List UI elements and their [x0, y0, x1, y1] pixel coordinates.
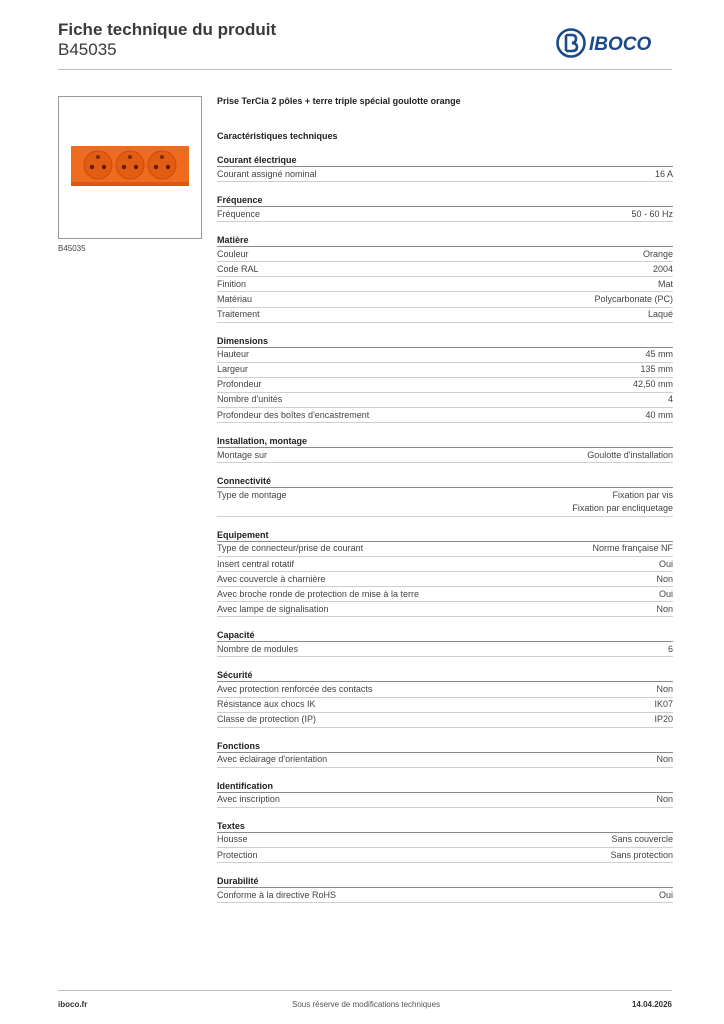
product-image	[58, 96, 202, 239]
page-title: Fiche technique du produit	[58, 20, 277, 39]
socket-image-icon	[71, 146, 189, 186]
spec-title: Caractéristiques techniques	[217, 131, 338, 141]
section-heading: Installation, montage	[217, 435, 673, 448]
spec-label: Finition	[217, 278, 247, 289]
spec-value: Polycarbonate (PC)	[594, 293, 673, 304]
spec-section	[217, 629, 673, 657]
iboco-logo	[556, 28, 672, 58]
spec-label: Nombre de modules	[217, 643, 299, 654]
spec-label: Largeur	[217, 364, 249, 375]
spec-label: Courant assigné nominal	[217, 168, 317, 179]
spec-label: Type de connecteur/prise de courant	[217, 543, 364, 554]
spec-label: Avec broche ronde de protection de mise à la terre	[217, 588, 419, 599]
spec-label: Couleur	[217, 248, 249, 259]
spec-row	[217, 167, 673, 182]
section-heading: Fréquence	[217, 194, 673, 207]
spec-value: 42,50 mm	[632, 379, 673, 390]
spec-row	[217, 557, 673, 572]
spec-row	[217, 587, 673, 602]
footer-note: Sous réserve de modifications techniques	[292, 1000, 441, 1009]
spec-label: Conforme à la directive RoHS	[217, 889, 337, 900]
spec-value: Non	[656, 573, 673, 584]
page-header	[58, 20, 672, 70]
spec-row	[217, 642, 673, 657]
spec-value: Mat	[657, 278, 673, 289]
spec-row	[217, 448, 673, 463]
section-heading: Sécurité	[217, 669, 673, 682]
spec-value: Non	[656, 603, 673, 614]
spec-label: Insert central rotatif	[217, 558, 295, 569]
spec-label: Traitement	[217, 309, 260, 320]
iboco-logo-icon	[556, 28, 672, 58]
spec-value: Sans protection	[610, 849, 673, 860]
spec-value: 16 A	[654, 168, 673, 179]
socket-3	[148, 151, 176, 179]
spec-section	[217, 194, 673, 222]
spec-row	[217, 602, 673, 617]
spec-label: Nombre d'unités	[217, 394, 283, 405]
spec-value: Non	[656, 794, 673, 805]
spec-value: 135 mm	[640, 364, 673, 375]
spec-row	[217, 793, 673, 808]
spec-label: Profondeur	[217, 379, 262, 390]
spec-value: Non	[656, 754, 673, 765]
brand-text: IBOCO	[589, 34, 652, 55]
spec-value: 40 mm	[645, 409, 673, 420]
spec-section	[217, 875, 673, 903]
spec-label: Avec éclairage d'orientation	[217, 754, 328, 765]
spec-value: 6	[667, 643, 673, 654]
page-footer	[58, 990, 672, 1014]
spec-value: Orange	[642, 248, 673, 259]
spec-value: Sans couvercle	[611, 834, 673, 845]
spec-row	[217, 247, 673, 262]
spec-label: Montage sur	[217, 449, 268, 460]
spec-label: Fréquence	[217, 208, 261, 219]
spec-row	[217, 292, 673, 307]
spec-section	[217, 234, 673, 322]
spec-section	[217, 475, 673, 517]
spec-row	[217, 888, 673, 903]
section-heading: Courant électrique	[217, 154, 673, 167]
spec-section	[217, 335, 673, 423]
spec-sections	[217, 154, 673, 903]
socket-2	[116, 151, 144, 179]
spec-label: Hauteur	[217, 349, 250, 360]
spec-label: Résistance aux chocs IK	[217, 699, 316, 710]
section-heading: Connectivité	[217, 475, 673, 488]
spec-row	[217, 378, 673, 393]
socket-1	[84, 151, 112, 179]
spec-row	[217, 753, 673, 768]
image-caption: B45035	[58, 244, 86, 253]
spec-value: 50 - 60 Hz	[631, 208, 673, 219]
section-heading: Identification	[217, 780, 673, 793]
spec-label: Profondeur des boîtes d'encastrement	[217, 409, 370, 420]
spec-row	[217, 698, 673, 713]
spec-section	[217, 820, 673, 863]
spec-value: Fixation par vis Fixation par encliquetage	[572, 489, 673, 514]
spec-value: Norme française NF	[592, 543, 673, 554]
spec-section	[217, 740, 673, 768]
section-heading: Durabilité	[217, 875, 673, 888]
spec-value: IK07	[654, 699, 673, 710]
spec-row	[217, 277, 673, 292]
section-heading: Equipement	[217, 529, 673, 542]
spec-row	[217, 363, 673, 378]
spec-row	[217, 348, 673, 363]
spec-sheet	[217, 95, 673, 903]
spec-row	[217, 408, 673, 423]
spec-label: Protection	[217, 849, 258, 860]
spec-section	[217, 154, 673, 182]
spec-row	[217, 572, 673, 587]
spec-section	[217, 529, 673, 617]
spec-row	[217, 833, 673, 848]
spec-label: Matériau	[217, 293, 253, 304]
section-heading: Dimensions	[217, 335, 673, 348]
spec-value: Goulotte d'installation	[587, 449, 673, 460]
section-heading: Fonctions	[217, 740, 673, 753]
spec-label: Avec lampe de signalisation	[217, 603, 329, 614]
spec-section	[217, 435, 673, 463]
spec-label: Avec protection renforcée des contacts	[217, 683, 373, 694]
footer-website[interactable]: iboco.fr	[58, 1000, 88, 1009]
spec-label: Housse	[217, 834, 248, 845]
spec-label: Type de montage	[217, 489, 287, 500]
spec-row	[217, 682, 673, 697]
spec-row	[217, 262, 673, 277]
section-heading: Matière	[217, 234, 673, 247]
spec-section	[217, 780, 673, 808]
spec-value: Oui	[658, 558, 673, 569]
spec-value: Oui	[658, 588, 673, 599]
spec-row	[217, 488, 673, 517]
spec-section	[217, 669, 673, 727]
spec-label: Classe de protection (IP)	[217, 714, 317, 725]
spec-row	[217, 848, 673, 863]
spec-row	[217, 207, 673, 222]
product-name: Prise TerCia 2 pôles + terre triple spécial goulotte orange	[217, 96, 461, 106]
footer-date: 14.04.2026	[631, 1000, 672, 1009]
spec-value: Laqué	[647, 309, 673, 320]
spec-value: 4	[667, 394, 673, 405]
section-heading: Textes	[217, 820, 673, 833]
spec-row	[217, 393, 673, 408]
spec-label: Avec couvercle à charnière	[217, 573, 326, 584]
spec-row	[217, 542, 673, 557]
spec-row	[217, 308, 673, 323]
spec-row	[217, 713, 673, 728]
spec-value: 2004	[652, 263, 673, 274]
spec-value: Non	[656, 683, 673, 694]
spec-label: Code RAL	[217, 263, 259, 274]
spec-value: 45 mm	[645, 349, 673, 360]
product-code: B45035	[58, 40, 117, 59]
spec-label: Avec inscription	[217, 794, 280, 805]
spec-value: Oui	[658, 889, 673, 900]
section-heading: Capacité	[217, 629, 673, 642]
spec-value: IP20	[654, 714, 673, 725]
